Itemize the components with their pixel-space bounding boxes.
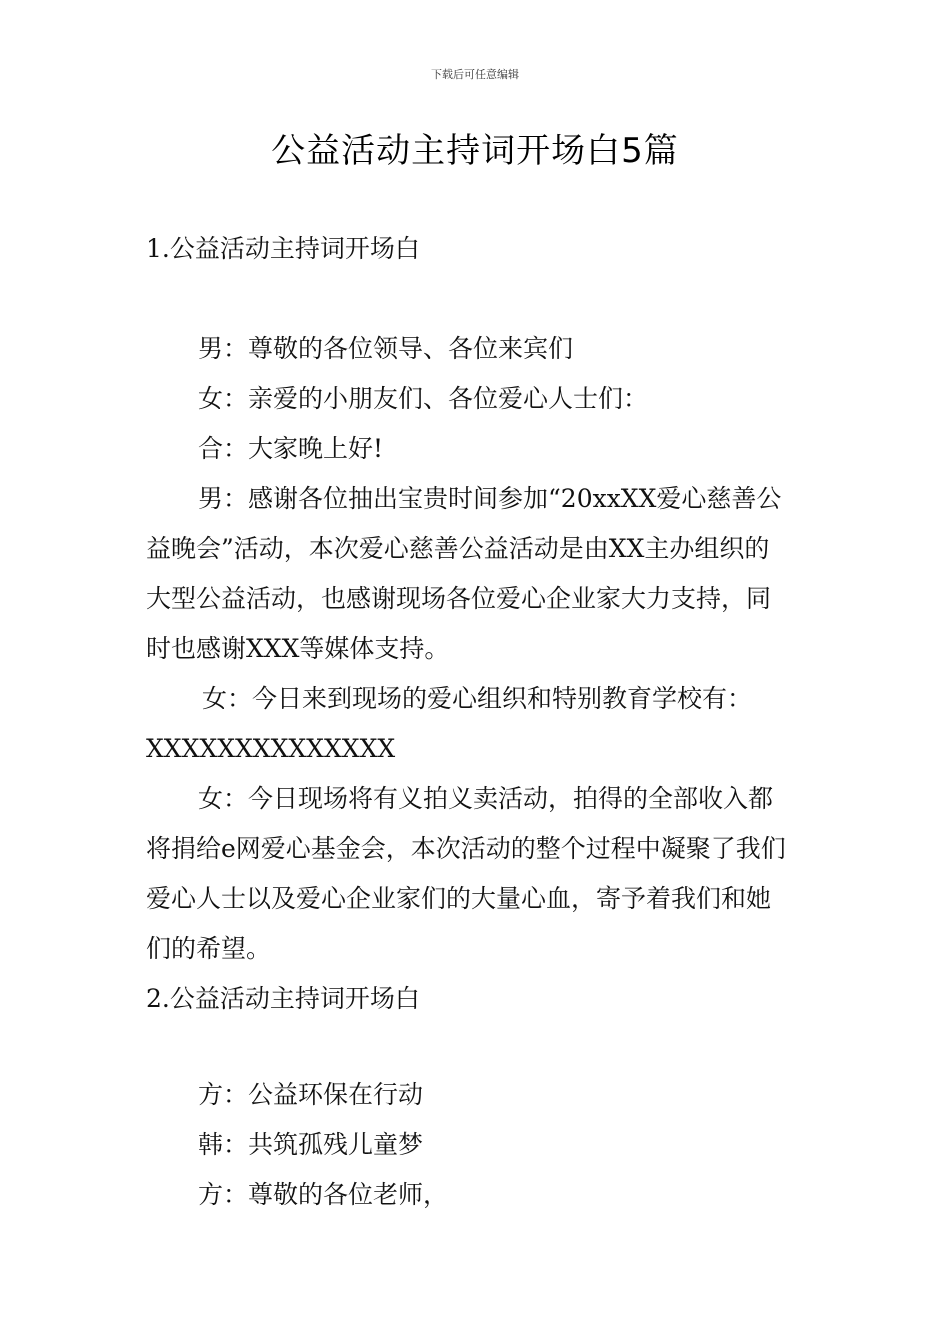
paragraph-line: 爱心人士以及爱心企业家们的大量心血，寄予着我们和她 — [146, 884, 772, 913]
paragraph-line: 女：今日现场将有义拍义卖活动，拍得的全部收入都 — [198, 784, 774, 813]
paragraph-line: 男：感谢各位抽出宝贵时间参加“20xxXX爱心慈善公 — [198, 484, 782, 513]
section-2-dialogue — [146, 1070, 806, 1220]
paragraph-line: 们的希望。 — [146, 934, 272, 963]
section-1 — [146, 224, 806, 274]
document-title: 公益活动主持词开场白5篇 — [271, 131, 679, 171]
paragraph-line: 将捐给e网爱心基金会，本次活动的整个过程中凝聚了我们 — [146, 834, 786, 863]
section-heading: 1.公益活动主持词开场白 — [146, 234, 420, 263]
dialogue-line: 方：尊敬的各位老师， — [198, 1180, 449, 1209]
paragraph-line: 益晚会”活动，本次爱心慈善公益活动是由XX主办组织的 — [146, 534, 770, 563]
dialogue-line: 男：尊敬的各位领导、各位来宾们 — [198, 334, 574, 363]
header-note: 下载后可任意编辑 — [431, 68, 519, 81]
section-1-dialogue — [146, 324, 806, 1024]
paragraph-line: 女：今日来到现场的爱心组织和特别教育学校有： — [202, 684, 753, 713]
dialogue-line: 合：大家晚上好! — [198, 434, 384, 463]
paragraph-line: 大型公益活动，也感谢现场各位爱心企业家大力支持，同 — [146, 584, 772, 613]
dialogue-line: 女：亲爱的小朋友们、各位爱心人士们： — [198, 384, 649, 413]
paragraph-line: XXXXXXXXXXXXXX — [146, 734, 396, 763]
dialogue-line: 韩：共筑孤残儿童梦 — [198, 1130, 424, 1159]
section-heading: 2.公益活动主持词开场白 — [146, 984, 420, 1013]
paragraph-line: 时也感谢XXX等媒体支持。 — [146, 634, 450, 663]
dialogue-line: 方：公益环保在行动 — [198, 1080, 424, 1109]
